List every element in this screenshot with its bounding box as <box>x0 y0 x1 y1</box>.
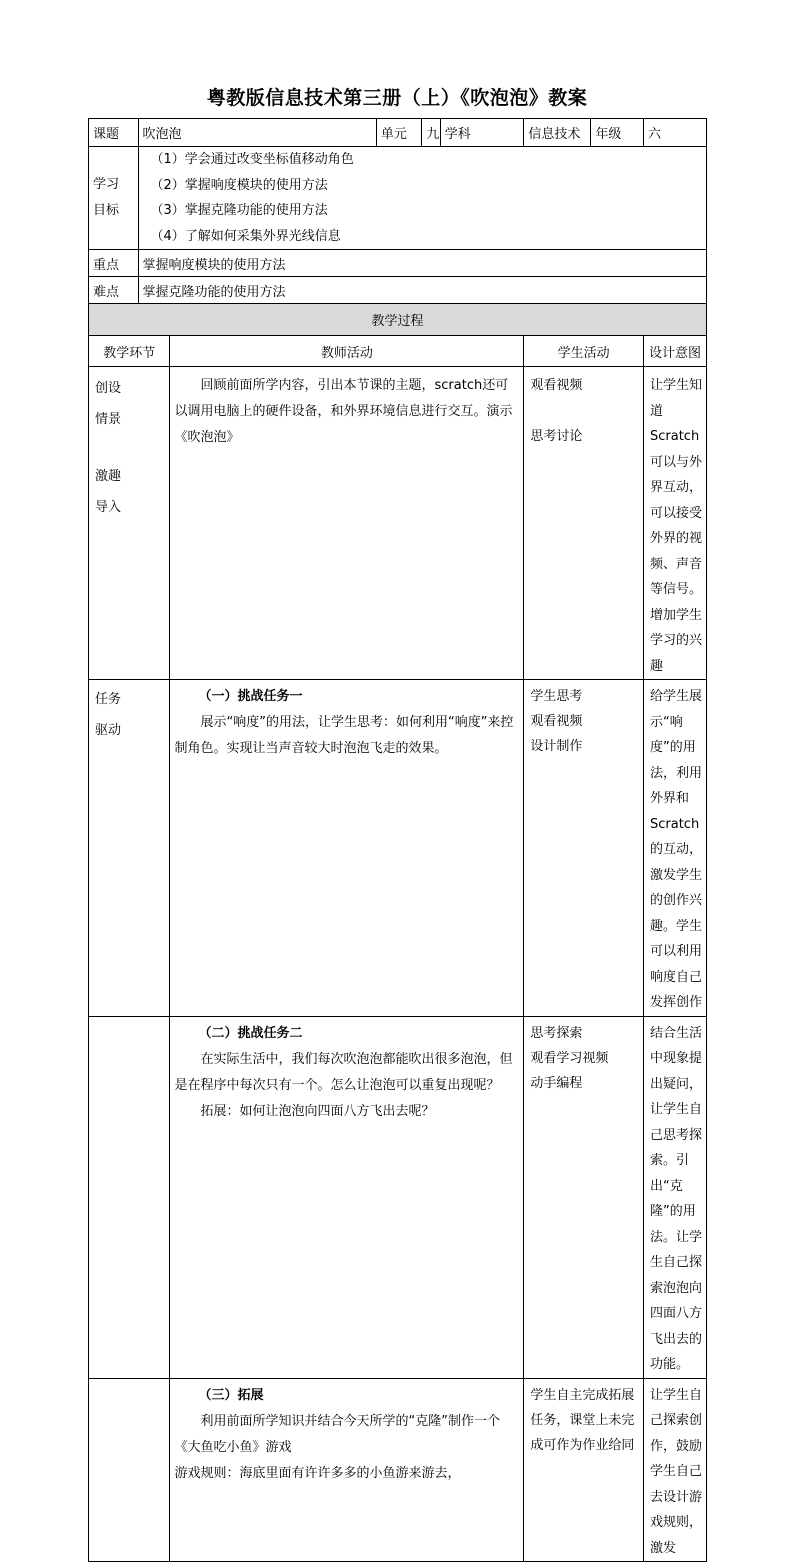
process-title: 教学过程 <box>89 304 707 336</box>
design-intent: 结合生活中现象提出疑问，让学生自己思考探索。引出“克隆”的用法。让学生自己探索泡泡向四面八方飞出去的功能。 <box>644 1016 707 1378</box>
unit-value: 九 <box>422 119 441 147</box>
stage-cell: 创设 情景 激趣 导入 <box>89 367 170 680</box>
process-row <box>89 1378 707 1562</box>
grade-value: 六 <box>644 119 707 147</box>
column-header-row <box>89 336 707 367</box>
difficulty-label: 难点 <box>89 277 139 304</box>
subject-label: 学科 <box>440 119 524 147</box>
column-header: 教师活动 <box>170 336 524 367</box>
unit-label: 单元 <box>376 119 421 147</box>
topic-value: 吹泡泡 <box>138 119 376 147</box>
goals-row <box>89 147 707 250</box>
goal-item: （2）掌握响度模块的使用方法 <box>150 177 328 193</box>
design-intent: 让学生知道Scratch可以与外界互动，可以接受外界的视频、声音等信号。增加学生学习的兴趣 <box>644 367 707 680</box>
column-header: 学生活动 <box>524 336 644 367</box>
student-activity: 学生自主完成拓展任务，课堂上未完成可作为作业给同 <box>524 1378 644 1562</box>
grade-label: 年级 <box>591 119 644 147</box>
lesson-plan-table <box>88 118 707 1562</box>
teacher-activity: （三）拓展 利用前面所学知识并结合今天所学的“克隆”制作一个《大鱼吃小鱼》游戏 游戏规则：海底里面有许许多多的小鱼游来游去， <box>170 1378 524 1562</box>
student-activity: 学生思考 观看视频 设计制作 <box>524 680 644 1017</box>
task-heading: （二）挑战任务二 <box>198 1025 303 1041</box>
teacher-activity: （二）挑战任务二 在实际生活中，我们每次吹泡泡都能吹出很多泡泡，但是在程序中每次只有一个。怎么让泡泡可以重复出现呢？ 拓展：如何让泡泡向四面八方飞出去呢？ <box>170 1016 524 1378</box>
process-row <box>89 1016 707 1378</box>
student-activity: 思考探索 观看学习视频 动手编程 <box>524 1016 644 1378</box>
subject-value: 信息技术 <box>524 119 591 147</box>
goal-item: （4）了解如何采集外界光线信息 <box>150 228 341 244</box>
column-header: 教学环节 <box>89 336 170 367</box>
stage-cell <box>89 1378 170 1562</box>
stage-cell <box>89 1016 170 1378</box>
goal-item: （3）掌握克隆功能的使用方法 <box>150 203 328 218</box>
student-activity: 观看视频 思考讨论 <box>524 367 644 680</box>
teacher-activity: 回顾前面所学内容，引出本节课的主题，scratch还可以调用电脑上的硬件设备，和外界环境信息进行交互。演示《吹泡泡》 <box>170 367 524 680</box>
teacher-activity: （一）挑战任务一 展示“响度”的用法，让学生思考：如何利用“响度”来控制角色。实现让当声音较大时泡泡飞走的效果。 <box>170 680 524 1017</box>
key-point-text: 掌握响度模块的使用方法 <box>138 250 706 277</box>
task-heading: （三）拓展 <box>198 1387 264 1403</box>
goals-list <box>138 147 706 250</box>
design-intent: 给学生展示“响度”的用法，利用外界和Scratch的互动，激发学生的创作兴趣。学生可以利用响度自己发挥创作 <box>644 680 707 1017</box>
process-row <box>89 367 707 680</box>
difficulty-text: 掌握克隆功能的使用方法 <box>138 277 706 304</box>
process-title-row <box>89 304 707 336</box>
page-title: 粤教版信息技术第三册（上）《吹泡泡》教案 <box>206 87 588 109</box>
task-heading: （一）挑战任务一 <box>198 689 303 704</box>
design-intent: 让学生自己探索创作，鼓励学生自己去设计游戏规则，激发 <box>644 1378 707 1562</box>
goals-label: 学习 目标 <box>89 147 139 250</box>
goal-item: （1）学会通过改变坐标值移动角色 <box>150 152 354 167</box>
topic-label: 课题 <box>89 119 139 147</box>
key-point-row <box>89 250 707 277</box>
column-header: 设计意图 <box>644 336 707 367</box>
key-point-label: 重点 <box>89 250 139 277</box>
header-row <box>89 119 707 147</box>
stage-cell: 任务 驱动 <box>89 680 170 1017</box>
difficulty-row <box>89 277 707 304</box>
process-row <box>89 680 707 1017</box>
